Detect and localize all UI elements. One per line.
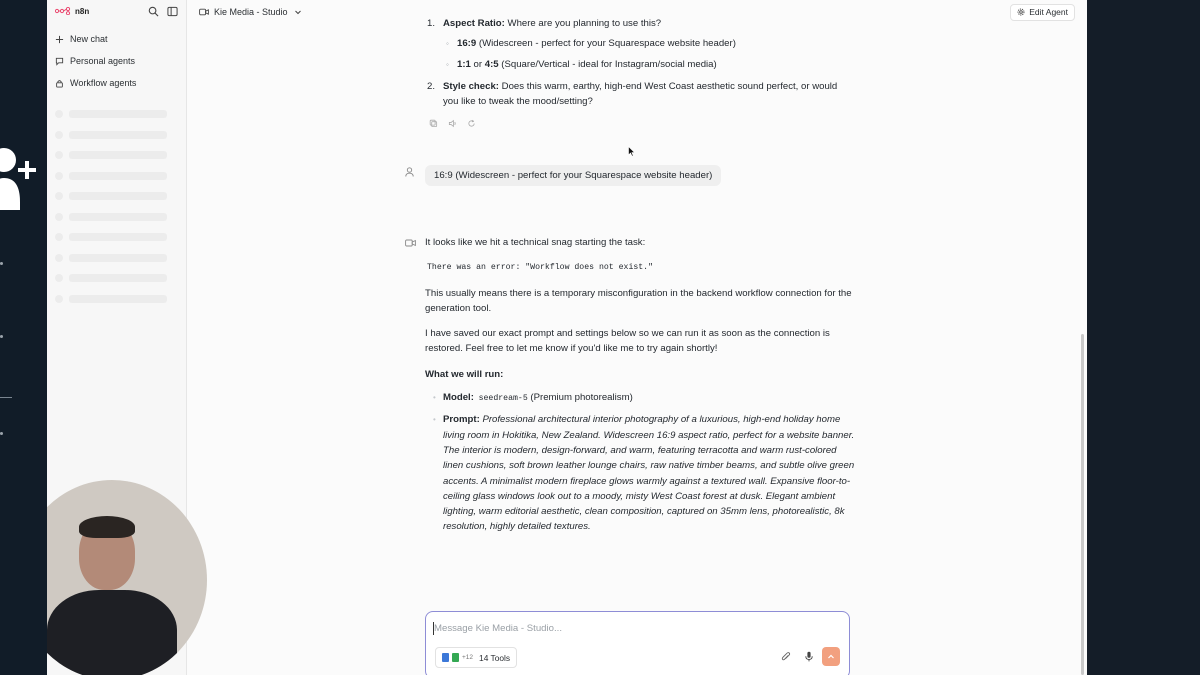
tool-icon [452,653,459,662]
model-label: Model: [443,392,474,404]
tools-extra-count: +12 [462,654,474,661]
regenerate-icon[interactable] [467,119,476,128]
prompt-text: Professional architectural interior photography of a luxurious, high-end holiday home living room in Hokitika, New Zealand. Widescreen 16:9 aspect ratio, perfect for a website banner. The interior is modern, design-forward, and warm, featuring terracotta and warm rust-colored linen cushions, soft brown leather lounge chairs, raw native timber beams, and subtle olive green accents. A minimalist modern fireplace glows warmly against a textured wall. Expansive floor-to-ceiling glass windows look out to a moody, misty West Coast forest at dusk. Elegant ambient lighting, warm editorial aesthetic, clean composition, captured on 35mm lens, photorealistic, 8k resolution, highly detailed textures. [443,414,855,533]
error-code-block: There was an error: "Workflow does not exist." [427,263,654,273]
reply-paragraph: I have saved our exact prompt and settings below so we can run it as soon as the connection is restored. Feel free to let me know if you'd like me to try again shortly! [425,328,830,355]
add-user-icon [0,140,40,210]
skeleton-row [47,268,186,289]
list-item-text: Does this warm, earthy, high-end West Coast aesthetic sound perfect, or would you like to tweak the mood/setting? [443,80,838,108]
message-composer [425,611,850,675]
arrow-up-icon [827,653,835,661]
sidebar-item-new-chat[interactable] [47,28,186,50]
microphone-icon[interactable] [804,651,814,662]
speaker-icon[interactable] [448,119,457,128]
tools-button[interactable] [435,647,517,668]
tools-label: 14 Tools [479,652,511,663]
option-ratio: 16:9 [457,38,477,50]
skeleton-row [47,166,186,187]
list-item [443,390,855,406]
video-camera-icon [199,8,209,16]
app-window [47,0,1087,675]
skeleton-row [47,186,186,207]
skeleton-row [47,145,186,166]
paperclip-icon[interactable] [781,651,791,662]
gear-icon [1017,8,1025,16]
desktop-backdrop-left [0,0,47,675]
user-message-bubble: 16:9 (Widescreen - perfect for your Squarespace website header) [425,165,721,186]
sidebar-item-workflow-agents[interactable] [47,72,186,94]
prompt-label: Prompt: [443,414,480,426]
option-text: (Widescreen - perfect for your Squarespace website header) [476,38,736,50]
tool-icon [442,653,449,662]
skeleton-row [47,207,186,228]
run-heading: What we will run: [425,368,504,380]
chevron-down-icon [293,8,303,16]
sidebar-header [47,0,186,22]
mouse-pointer-icon [628,146,635,157]
backdrop-line [0,397,12,398]
skeleton-row [47,289,186,310]
option-ratio: 1:1 [457,58,471,70]
sub-list [443,36,855,72]
option-text: (Square/Vertical - ideal for Instagram/social media) [498,58,717,70]
agent-selector[interactable] [199,7,303,17]
option-ratio: 4:5 [484,58,499,70]
list-item [457,57,855,72]
lock-icon [55,79,64,88]
list-item-title: Aspect Ratio: [443,18,505,29]
list-item-title: Style check: [443,80,499,92]
list-item [443,412,855,534]
n8n-logo[interactable] [55,7,89,16]
list-item [425,16,855,72]
desktop-backdrop-right [1087,0,1200,675]
list-number: 1. [427,18,436,29]
chat-scrollbar[interactable] [1081,334,1084,675]
skeleton-row [47,227,186,248]
n8n-logo-icon [55,7,71,15]
list-item [425,79,855,110]
sidebar-item-personal-agents[interactable] [47,50,186,72]
presenter-hair [79,516,135,538]
edit-agent-label: Edit Agent [1029,7,1068,17]
sidebar-item-label: New chat [70,34,108,44]
edit-agent-button[interactable] [1010,4,1075,21]
skeleton-row [47,104,186,125]
model-note: (Premium photorealism) [527,392,633,404]
backdrop-dot [0,335,3,338]
agent-name-label: Kie Media - Studio [214,7,288,17]
sidebar-item-label: Workflow agents [70,78,137,88]
option-text: or [470,58,485,70]
user-message [405,165,721,186]
presenter-body [47,590,177,675]
user-icon [405,167,414,177]
assistant-message-previous [425,18,855,128]
search-icon[interactable] [148,6,159,17]
message-actions [425,119,855,128]
list-number: 2. [427,80,436,92]
backdrop-dot [0,262,3,265]
sidebar-item-label: Personal agents [70,56,136,66]
skeleton-row [47,248,186,269]
skeleton-row [47,125,186,146]
copy-icon[interactable] [429,119,438,128]
assistant-message [425,235,855,541]
run-details-list [425,390,855,535]
webcam-overlay [47,480,207,675]
reply-intro: It looks like we hit a technical snag starting the task: [425,237,646,248]
sidebar-nav [47,28,186,94]
chat-history-loading [47,104,186,309]
list-item [457,36,855,51]
model-code: seedream-5 [478,394,528,404]
message-input[interactable]: Message Kie Media - Studio... [434,623,562,634]
reply-paragraph: This usually means there is a temporary misconfiguration in the backend workflow connection for the generation tool. [425,287,852,314]
send-button[interactable] [822,647,840,666]
webcam-feed [47,480,207,675]
logo-text: n8n [75,6,90,16]
list-item-text: Where are you planning to use this? [504,18,662,29]
sidebar-toggle-icon[interactable] [167,6,178,17]
chat-bubble-icon [55,57,64,66]
plus-icon [55,35,64,44]
agent-avatar-icon [405,239,416,247]
backdrop-dot [0,432,3,435]
